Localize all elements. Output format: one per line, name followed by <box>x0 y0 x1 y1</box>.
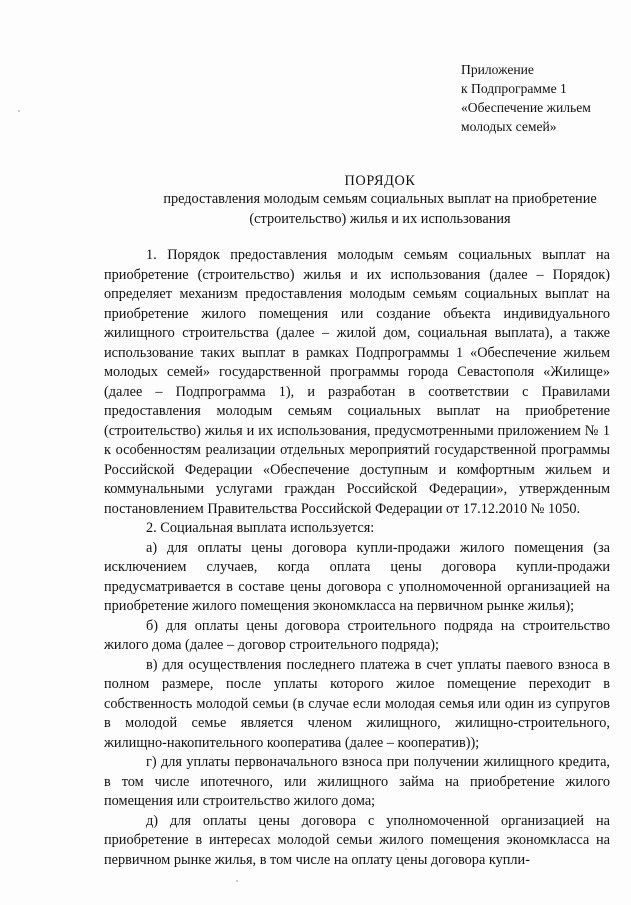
appendix-line: Приложение <box>461 62 534 77</box>
paragraph-subitem-d: д) для оплаты цены договора с уполномоченной организацией на приобретение в интересах молодой семьи жилого помещения экономкласса на первичном рынке жилья, в том числе на оплату цены договора купли- <box>104 812 610 868</box>
appendix-line: «Обеспечение жильем <box>461 100 591 115</box>
scan-artifact <box>18 110 20 112</box>
scan-artifact <box>405 848 407 850</box>
document-subtitle <box>100 190 631 229</box>
scan-artifact <box>236 880 238 882</box>
subtitle-line: (строительство) жилья и их использования <box>249 210 511 227</box>
paragraph-subitem-g: г) для уплаты первоначального взноса при получении жилищного кредита, в том числе ипотечного, или жилищного займа на приобретение жилого помещения или строительство жилого дома; <box>104 754 610 809</box>
document-title: ПОРЯДОК <box>344 173 416 189</box>
document-body <box>104 246 610 870</box>
paragraph-subitem-v: в) для осуществления последнего платежа в счет уплаты паевого взноса в полном размере, после уплаты которого жилое помещение переходит в собственность молодой семьи (в случае если молодая семья или один из супругов в молодой семье является членом жилищного, жилищно-строительного, жилищно-накопительного кооператива (далее – кооператив)); <box>104 656 610 751</box>
appendix-line: молодых семей» <box>461 119 557 134</box>
paragraph-item-2: 2. Социальная выплата используется: <box>146 520 375 536</box>
appendix-note <box>461 60 626 136</box>
paragraph-item-1: 1. Порядок предоставления молодым семьям социальных выплат на приобретение (строительство) жилья и их использования (далее – Порядок) определяет механизм предоставления молодым семьям социальных выплат на приобретение жилого помещения или создание объекта индивидуального жилищного строительства (далее – жилой дом, социальная выплата), а также использование таких выплат в рамках Подпрограммы 1 «Обеспечение жильем молодых семей» государственной программы города Севастополя «Жилище» (далее – Подпрограмма 1), и разработан в соответствии с Правилами предоставления молодым семьям социальных выплат на приобретение (строительство) жилья и их использования, предусмотренными приложением № 1 к особенностям реализации отдельных мероприятий государственной программы Российской Федерации «Обеспечение доступным и комфортным жильем и коммунальными услугами граждан Российской Федерации», утвержденным постановлением Правительства Российской Федерации от 17.12.2010 № 1050. <box>104 247 610 517</box>
subtitle-line: предоставления молодым семьям социальных выплат на приобретение <box>163 191 597 207</box>
paragraph-subitem-b: б) для оплаты цены договора строительного подряда на строительство жилого дома (далее – договор строительного подряда); <box>104 617 610 653</box>
paragraph-subitem-a: а) для оплаты цены договора купли-продажи жилого помещения (за исключением случаев, когда оплата цены договора купли-продажи предусматривается в составе цены договора с уполномоченной организацией на приобретение жилого помещения экономкласса на первичном рынке жилья); <box>104 539 610 614</box>
appendix-line: к Подпрограмме 1 <box>461 81 567 96</box>
